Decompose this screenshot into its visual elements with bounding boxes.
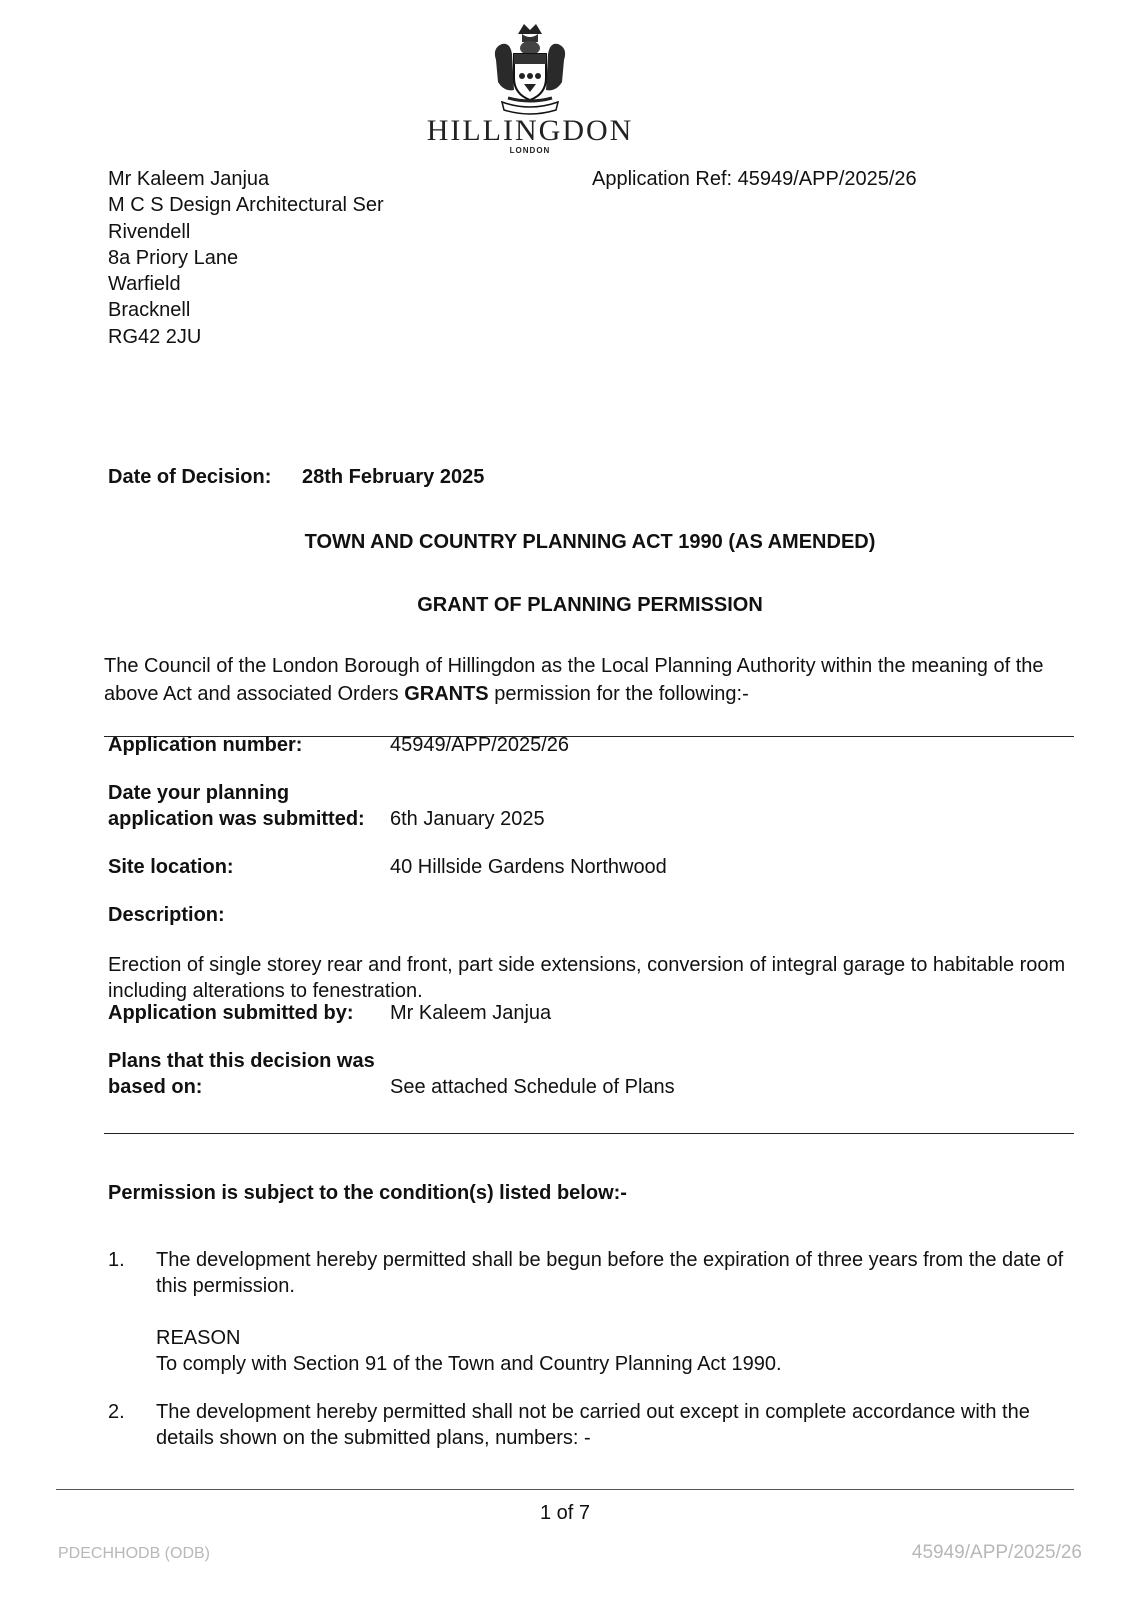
submitted-by-value: Mr Kaleem Janjua: [390, 1002, 552, 1024]
page-number: 1 of 7: [539, 1502, 591, 1524]
application-number-label: Application number:: [108, 734, 303, 756]
description-label: Description:: [108, 904, 225, 926]
condition-number: 1.: [108, 1249, 125, 1271]
condition-reason: To comply with Section 91 of the Town and Country Planning Act 1990.: [156, 1353, 782, 1375]
intro-grants: GRANTS: [404, 683, 489, 705]
council-subtitle: LONDON: [509, 146, 551, 155]
footer-system-code: PDECHHODB (ODB): [58, 1545, 211, 1562]
intro-paragraph: [104, 652, 1064, 708]
footer-divider: [56, 1489, 1074, 1490]
site-location-label: Site location:: [108, 856, 234, 878]
submitted-date-value: 6th January 2025: [390, 808, 545, 830]
recipient-name: Mr Kaleem Janjua: [108, 168, 270, 190]
intro-text-end: permission for the following:-: [488, 683, 749, 705]
recipient-company: M C S Design Architectural Ser: [108, 194, 384, 217]
submitted-by-label: Application submitted by:: [108, 1002, 354, 1024]
plans-label: based on:: [108, 1076, 203, 1098]
decision-date-value: 28th February 2025: [302, 466, 485, 488]
description-value: Erection of single storey rear and front, part side extensions, conversion of integral garage to habitable room including alterations to fenestration.: [108, 954, 1066, 1002]
address-line: 8a Priory Lane: [108, 246, 239, 269]
application-reference: Application Ref: 45949/APP/2025/26: [592, 168, 917, 190]
condition-text: The development hereby permitted shall be begun before the expiration of three years from the date of this permission.: [156, 1249, 1064, 1297]
submitted-date-label: application was submitted:: [108, 808, 365, 830]
footer-reference: 45949/APP/2025/26: [911, 1542, 1082, 1563]
divider: [104, 1133, 1074, 1134]
plans-value: See attached Schedule of Plans: [390, 1076, 675, 1098]
act-title: TOWN AND COUNTRY PLANNING ACT 1990 (AS AMENDED): [304, 531, 876, 553]
application-number-value: 45949/APP/2025/26: [390, 734, 570, 756]
council-logo: [420, 18, 640, 158]
condition-reason-label: REASON: [156, 1327, 241, 1349]
condition-number: 2.: [108, 1401, 125, 1423]
address-line: Warfield: [108, 273, 181, 296]
hillingdon-coat-of-arms-icon: [488, 20, 572, 116]
conditions-heading: Permission is subject to the condition(s) listed below:-: [108, 1182, 627, 1204]
plans-label: Plans that this decision was: [108, 1050, 375, 1072]
grant-title: GRANT OF PLANNING PERMISSION: [417, 594, 763, 616]
address-line: Bracknell: [108, 299, 191, 322]
submitted-date-label: Date your planning: [108, 782, 290, 804]
address-line: Rivendell: [108, 220, 191, 243]
intro-text: The Council of the London Borough of Hillingdon as the Local Planning Authority within the meaning of the above Act and associated Orders: [104, 655, 1044, 705]
condition-text: The development hereby permitted shall not be carried out except in complete accordance with the details shown on the submitted plans, numbers: -: [156, 1401, 1030, 1449]
recipient-address: [108, 166, 384, 350]
council-name: HILLINGDON: [426, 114, 634, 147]
decision-date-label: Date of Decision:: [108, 466, 272, 488]
site-location-value: 40 Hillside Gardens Northwood: [390, 856, 667, 878]
address-postcode: RG42 2JU: [108, 325, 202, 348]
